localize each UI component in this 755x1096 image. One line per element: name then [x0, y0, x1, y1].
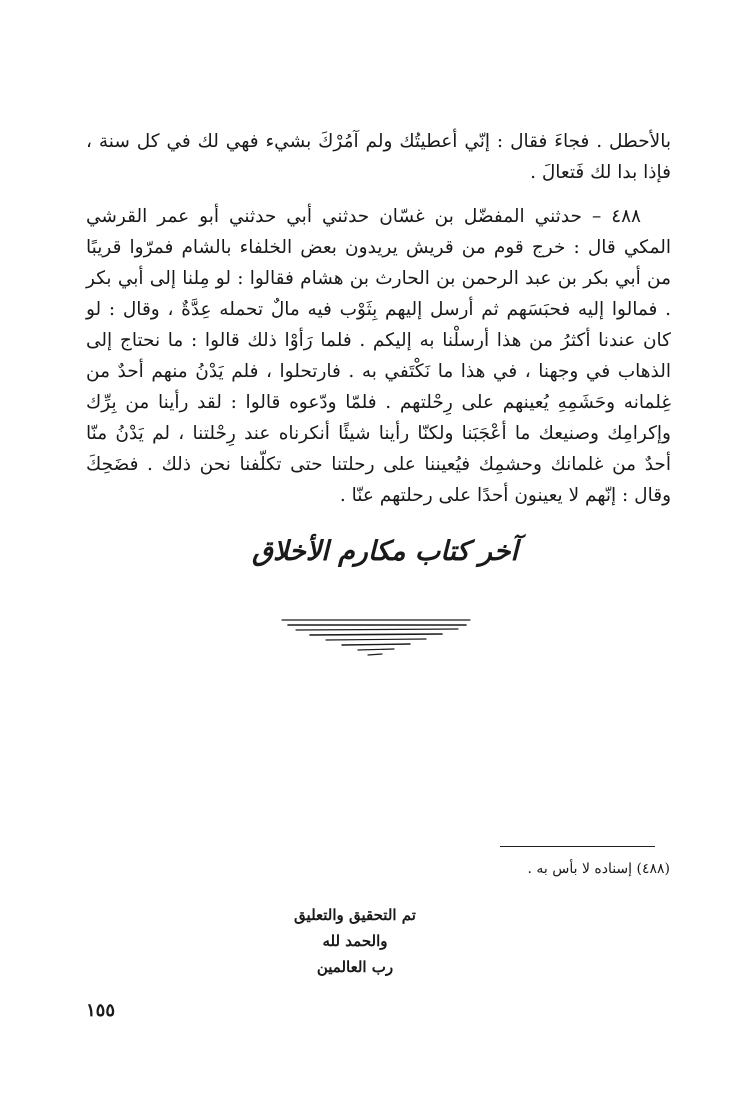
ornament-divider-icon	[270, 612, 490, 672]
footnote-488: (٤٨٨) إسناده لا بأس به .	[527, 861, 670, 877]
footnote-divider	[500, 846, 655, 847]
colophon-line-3: رب العالمين	[316, 958, 394, 976]
page-number: ١٥٥	[86, 1000, 116, 1021]
closing-title: آخر كتاب مكارم الأخلاق	[252, 536, 518, 567]
colophon-line-2: والحمد لله	[322, 932, 388, 950]
paragraph-continuation: بالأحطل . فجاءَ فقال : إنّي أعطيتُك ولم آمُرْكَ بشيء فهي لك في كل سنة ، فإذا بدا لك فَتعالَ .	[86, 131, 671, 183]
paragraph-488: ٤٨٨ – حدثني المفضّل بن غسّان حدثني أبي حدثني أبو عمر القرشي المكي قال : خرج قوم من قريش يريدون بعض الخلفاء بالشام فمرّوا قريبًا من أبي بكر بن عبد الرحمن بن الحارث بن هشام فقالوا : لو مِلنا إلى أبي بكر . فمالوا إليه فحبَسَهم ثم أرسل إليهم بِثَوْب فيه مالٌ تحمله عِدَّةٌ ، وقال : لو كان عندنا أكثرُ من هذا أرسلْنا به إليكم . فلما رَأوْا ذلك قالوا : ما نحتاج إلى الذهاب في وجهنا ، في هذا ما نَكْتَفي به . فارتحلوا ، فلم يَدْنُ منهم أحدٌ من غِلمانه وحَشَمِهِ يُعينهم على رِحْلتهم . فلمّا ودّعوه قالوا : لقد رأينا من بِرِّك وإكرامِك وصنيعك ما أعْجَبَنا ولكنّا رأينا شيئًا أنكرناه عند رِحْلتنا ، لم يَدْنُ منّا أحدٌ من غلمانك وحشمِك فيُعيننا على رحلتنا حتى تكلّفنا نحن ذلك . فضَحِكَ وقال : إنّهم لا يعينون أحدًا على رحلتهم عنّا .	[86, 206, 671, 506]
main-text	[86, 126, 671, 511]
colophon-line-1: تم التحقيق والتعليق	[294, 906, 416, 924]
colophon	[270, 902, 440, 980]
